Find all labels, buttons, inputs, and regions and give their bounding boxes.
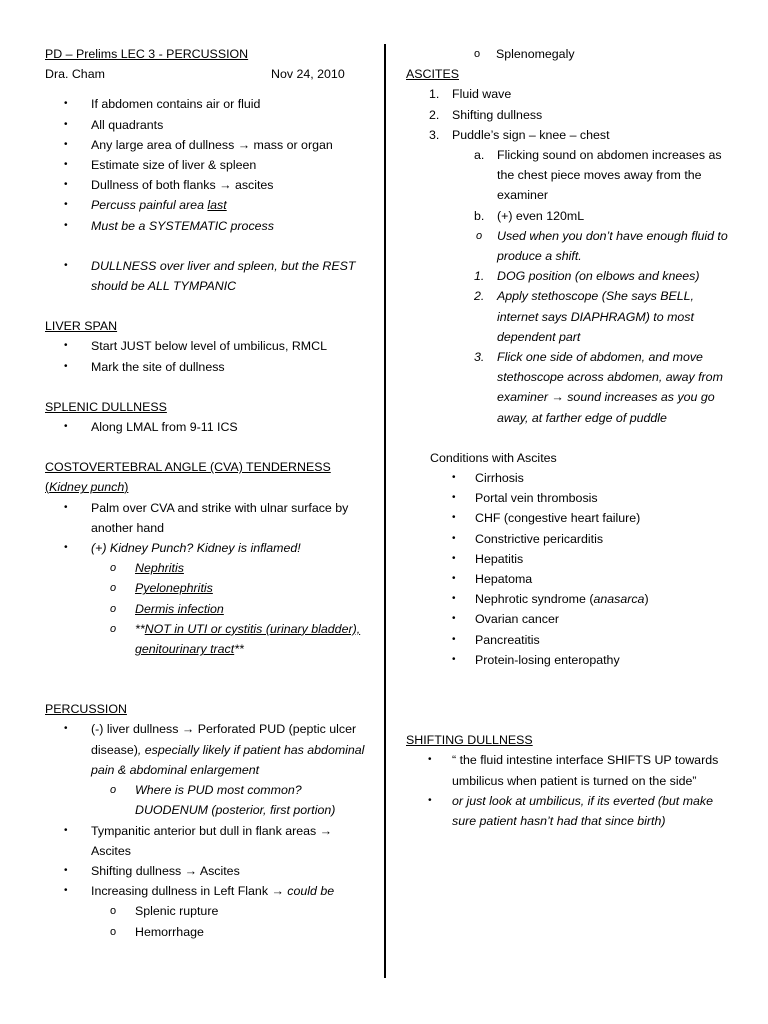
- bullet: •: [64, 501, 68, 513]
- list-item: • Increasing dullness in Left Flank → could be: [45, 881, 367, 901]
- list-item: • Any large area of dullness → mass or organ: [45, 135, 367, 155]
- circle-bullet: o: [110, 602, 117, 615]
- list-item: • Nephrotic syndrome (anasarca): [406, 589, 734, 609]
- sub-list-item: o Hemorrhage: [45, 922, 367, 942]
- list-item: • DULLNESS over liver and spleen, but the REST should be ALL TYMPANIC: [45, 256, 367, 296]
- section-heading-liver-span: LIVER SPAN: [45, 319, 118, 334]
- bullet: •: [64, 824, 68, 836]
- list-item: • Protein-losing enteropathy: [406, 650, 734, 670]
- list-item: • Estimate size of liver & spleen: [45, 155, 367, 175]
- list-item: • “ the fluid intestine interface SHIFTS UP towards umbilicus when patient is turned on the side”: [406, 750, 734, 790]
- bullet: •: [64, 360, 68, 372]
- bullet: •: [64, 98, 68, 110]
- bullet: •: [452, 552, 456, 564]
- bullet: •: [452, 653, 456, 665]
- bullet: •: [452, 593, 456, 605]
- sub-list-item: o Splenic rupture: [45, 901, 367, 921]
- circle-bullet: o: [110, 925, 117, 938]
- sub-list-item: o Dermis infection: [45, 599, 367, 619]
- list-item: • or just look at umbilicus, if its everted (but make sure patient hasn’t had that since birth): [406, 791, 734, 831]
- numbered-item: 2. Shifting dullness: [429, 107, 543, 122]
- bullet: •: [64, 885, 68, 897]
- list-item: • Constrictive pericarditis: [406, 529, 734, 549]
- list-item: • Dullness of both flanks → ascites: [45, 175, 367, 195]
- list-item: • Mark the site of dullness: [45, 357, 367, 377]
- section-heading-ascites: ASCITES: [406, 67, 460, 82]
- bullet: •: [64, 138, 68, 150]
- document-title: PD – Prelims LEC 3 - PERCUSSION: [45, 47, 249, 61]
- list-item: • Hepatoma: [406, 569, 734, 589]
- header-meta: [45, 64, 367, 84]
- list-item: • Palm over CVA and strike with ulnar surface by another hand: [45, 498, 367, 538]
- sub-list-item: o Splenomegaly: [406, 44, 734, 64]
- list-item: • Tympanitic anterior but dull in flank areas → Ascites: [45, 821, 367, 861]
- lettered-item: a. Flicking sound on abdomen increases as the chest piece moves away from the examiner: [474, 148, 722, 203]
- list-item: • Shifting dullness → Ascites: [45, 861, 367, 881]
- bullet: •: [64, 723, 68, 735]
- bullet: •: [64, 864, 68, 876]
- bullet: •: [64, 421, 68, 433]
- bullet: •: [452, 613, 456, 625]
- section-heading-percussion: PERCUSSION: [45, 702, 127, 717]
- bullet: •: [452, 573, 456, 585]
- right-column: [406, 44, 734, 831]
- circle-bullet: o: [110, 784, 117, 797]
- bullet: •: [64, 259, 68, 271]
- circle-bullet: o: [110, 582, 117, 595]
- bullet: •: [64, 219, 68, 231]
- list-item: • Along LMAL from 9-11 ICS: [45, 417, 367, 437]
- column-divider: [384, 44, 386, 978]
- bullet: •: [64, 199, 68, 211]
- list-item: • (+) Kidney Punch? Kidney is inflamed!: [45, 538, 367, 558]
- list-item: • Ovarian cancer: [406, 609, 734, 629]
- section-heading-cva: COSTOVERTEBRAL ANGLE (CVA) TENDERNESS (Kidney punch): [45, 460, 331, 495]
- lettered-item: b. (+) even 120mL: [474, 208, 585, 223]
- sub-list-item: o Where is PUD most common? DUODENUM (posterior, first portion): [45, 780, 367, 820]
- bullet: •: [64, 179, 68, 191]
- circle-bullet: o: [474, 48, 481, 60]
- conditions-heading: Conditions with Ascites: [430, 450, 557, 465]
- bullet: •: [64, 159, 68, 171]
- section-heading-shifting: SHIFTING DULLNESS: [406, 733, 533, 748]
- bullet: •: [452, 633, 456, 645]
- list-item: • CHF (congestive heart failure): [406, 508, 734, 528]
- bullet: •: [428, 794, 432, 806]
- bullet: •: [64, 118, 68, 130]
- bullet: •: [452, 512, 456, 524]
- list-item: • Must be a SYSTEMATIC process: [45, 216, 367, 236]
- author: Dra. Cham: [45, 67, 105, 82]
- numbered-item: 1. Fluid wave: [429, 87, 512, 102]
- date: Nov 24, 2010: [271, 67, 345, 82]
- step-item: 3. Flick one side of abdomen, and move stethoscope across abdomen, away from examiner → sound increases as you go away, at farther edge of puddle: [474, 350, 723, 425]
- bullet: •: [452, 492, 456, 504]
- list-item: • If abdomen contains air or fluid: [45, 94, 367, 114]
- left-column: [45, 44, 367, 942]
- section-heading-splenic: SPLENIC DULLNESS: [45, 399, 167, 414]
- circle-bullet: o: [110, 622, 117, 635]
- bullet: •: [428, 754, 432, 766]
- circle-bullet: o: [110, 905, 117, 918]
- step-item: 1. DOG position (on elbows and knees): [474, 269, 700, 284]
- list-item: • Percuss painful area last: [45, 195, 367, 215]
- list-item: • Portal vein thrombosis: [406, 488, 734, 508]
- sub-list-item: o Pyelonephritis: [45, 578, 367, 598]
- bullet: •: [64, 340, 68, 352]
- list-item: • (-) liver dullness → Perforated PUD (peptic ulcer disease), especially likely if patient has abdominal pain & abdominal enlargement: [45, 719, 367, 780]
- list-item: • Start JUST below level of umbilicus, RMCL: [45, 336, 367, 356]
- list-item: • Hepatitis: [406, 549, 734, 569]
- sub-list-item: o Nephritis: [45, 558, 367, 578]
- numbered-item: 3. Puddle’s sign – knee – chest: [429, 127, 610, 142]
- bullet: •: [452, 472, 456, 484]
- list-item: • All quadrants: [45, 115, 367, 135]
- list-item: • Pancreatitis: [406, 630, 734, 650]
- circle-bullet: o: [476, 229, 483, 242]
- sub-list-item: o **NOT in UTI or cystitis (urinary bladder), genitourinary tract**: [45, 619, 367, 659]
- bullet: •: [64, 542, 68, 554]
- circle-bullet: o: [110, 562, 117, 575]
- bullet: •: [452, 532, 456, 544]
- list-item: • Cirrhosis: [406, 468, 734, 488]
- step-item: 2. Apply stethoscope (She says BELL, internet says DIAPHRAGM) to most dependent part: [474, 289, 694, 344]
- sub-list-item: o Used when you don’t have enough fluid to produce a shift.: [406, 226, 734, 266]
